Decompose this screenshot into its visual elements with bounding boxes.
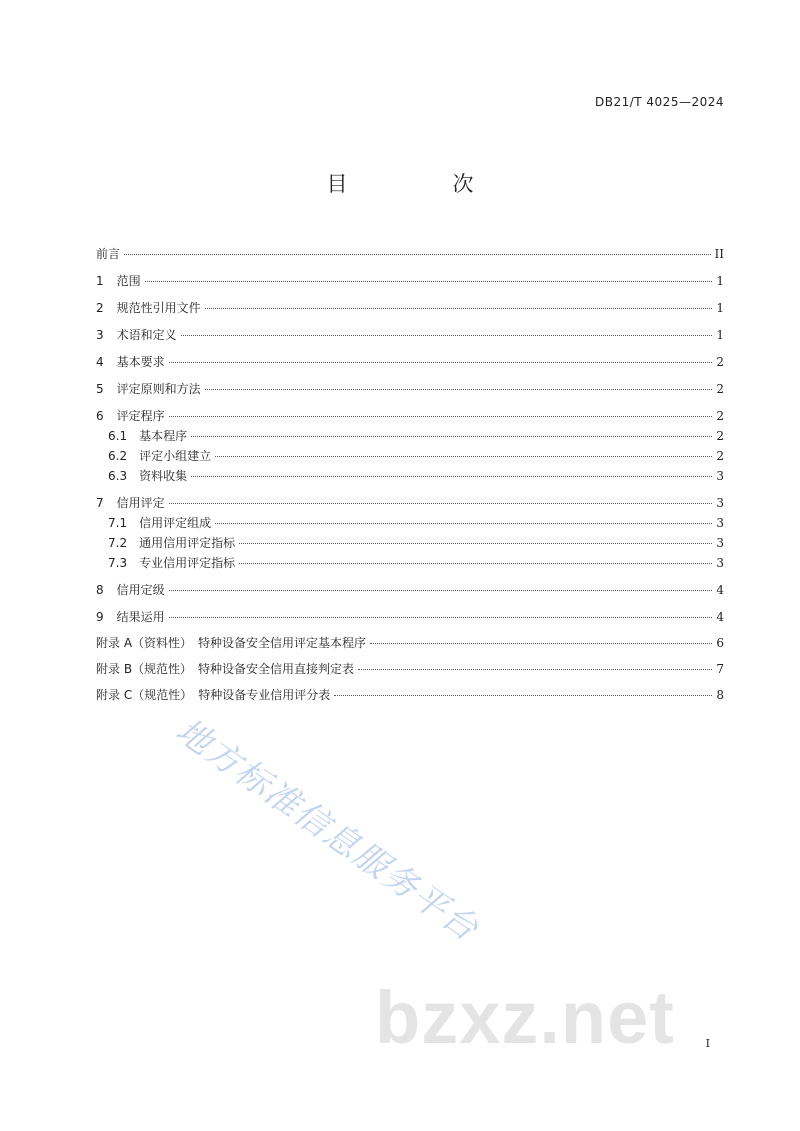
toc-entry-page: 2 [716,409,724,423]
toc-entry-label: 资料收集 [139,469,188,483]
toc-entry-number: 7.2 [108,536,128,550]
toc-leader-dots [169,590,713,591]
toc-entry-label: 附录 A（资料性） 特种设备安全信用评定基本程序 [96,636,367,650]
toc-entry-label: 前言 [96,247,121,261]
toc-entry-page: 4 [716,610,724,624]
toc-entry-number: 2 [96,301,104,315]
toc-entry-number: 6 [96,409,104,423]
toc-entry[interactable] [96,495,724,511]
toc-entry-page: 2 [716,355,724,369]
toc-entry-number: 5 [96,382,104,396]
toc-leader-dots [215,456,712,457]
toc-entry[interactable] [96,582,724,598]
toc-leader-dots [370,643,712,644]
toc-entry-page: 1 [716,301,724,315]
toc-entry-label: 信用评定 [116,496,165,510]
toc-entry-number: 9 [96,610,104,624]
toc-entry[interactable] [96,687,724,703]
toc-entry[interactable] [96,555,724,571]
doc-code: DB21/T 4025—2024 [594,95,724,109]
toc-entry[interactable] [96,609,724,625]
toc-entry-label: 术语和定义 [116,328,177,342]
toc-entry[interactable] [96,535,724,551]
toc-entry-label: 信用评定组成 [139,516,212,530]
toc-entry[interactable] [96,635,724,651]
toc-leader-dots [181,335,713,336]
toc-entry-number: 7.1 [108,516,128,530]
toc-entry-label: 附录 B（规范性） 特种设备安全信用直接判定表 [96,662,355,676]
page-number: I [705,1037,710,1050]
toc-leader-dots [169,362,713,363]
toc-entry[interactable] [96,448,724,464]
toc-leader-dots [239,563,712,564]
toc-entry-number: 8 [96,583,104,597]
toc-entry-number: 4 [96,355,104,369]
toc-entry-label: 基本程序 [139,429,188,443]
toc-entry-label: 评定原则和方法 [116,382,201,396]
toc-entry-page: 2 [716,429,724,443]
toc-entry[interactable] [96,246,724,262]
toc-entry-page: 8 [716,688,724,702]
toc-leader-dots [169,416,713,417]
toc-entry-page: 3 [716,536,724,550]
toc-entry-number: 6.3 [108,469,128,483]
toc-entry-label: 附录 C（规范性） 特种设备专业信用评分表 [96,688,331,702]
toc-entry-label: 专业信用评定指标 [139,556,236,570]
toc-leader-dots [239,543,712,544]
toc-leader-dots [205,389,713,390]
toc-entry-label: 结果运用 [116,610,165,624]
toc-entry-page: II [714,247,724,261]
toc-entry[interactable] [96,273,724,289]
toc-entry-label: 范围 [116,274,141,288]
toc-entry[interactable] [96,515,724,531]
toc-entry[interactable] [96,327,724,343]
toc-entry-label: 规范性引用文件 [116,301,201,315]
toc-entry[interactable] [96,468,724,484]
toc-entry-page: 3 [716,469,724,483]
toc-entry-number: 3 [96,328,104,342]
toc-entry-page: 7 [716,662,724,676]
toc-entry-number: 1 [96,274,104,288]
toc-entry-page: 1 [716,328,724,342]
toc-entry-label: 评定程序 [116,409,165,423]
toc-entry-label: 基本要求 [116,355,165,369]
toc-leader-dots [191,476,712,477]
toc-entry-page: 3 [716,516,724,530]
toc-entry-label: 信用定级 [116,583,165,597]
toc-leader-dots [124,254,711,255]
toc-entry[interactable] [96,408,724,424]
toc-leader-dots [215,523,712,524]
toc-entry[interactable] [96,428,724,444]
toc-leader-dots [334,695,712,696]
toc-entry-page: 4 [716,583,724,597]
toc-leader-dots [169,503,713,504]
toc-leader-dots [358,669,712,670]
toc-leader-dots [169,617,713,618]
toc-entry-number: 7.3 [108,556,128,570]
toc-entry-page: 1 [716,274,724,288]
toc-entry-number: 6.1 [108,429,128,443]
toc-entry-page: 6 [716,636,724,650]
toc-entry-page: 3 [716,496,724,510]
toc-entry-label: 通用信用评定指标 [139,536,236,550]
toc-leader-dots [205,308,713,309]
toc-entry-label: 评定小组建立 [139,449,212,463]
toc-entry[interactable] [96,661,724,677]
toc-entry-number: 7 [96,496,104,510]
toc-entry-page: 2 [716,382,724,396]
toc-entry[interactable] [96,354,724,370]
toc-entry-page: 3 [716,556,724,570]
toc-entry[interactable] [96,300,724,316]
toc-entry-page: 2 [716,449,724,463]
watermark-logo: bzxz.net [375,976,675,1059]
toc-leader-dots [145,281,713,282]
watermark-text: 地方标准信息服务平台 [168,710,487,950]
toc-entry-number: 6.2 [108,449,128,463]
toc-entry[interactable] [96,381,724,397]
toc-leader-dots [191,436,712,437]
page-title: 目 次 [326,172,516,196]
